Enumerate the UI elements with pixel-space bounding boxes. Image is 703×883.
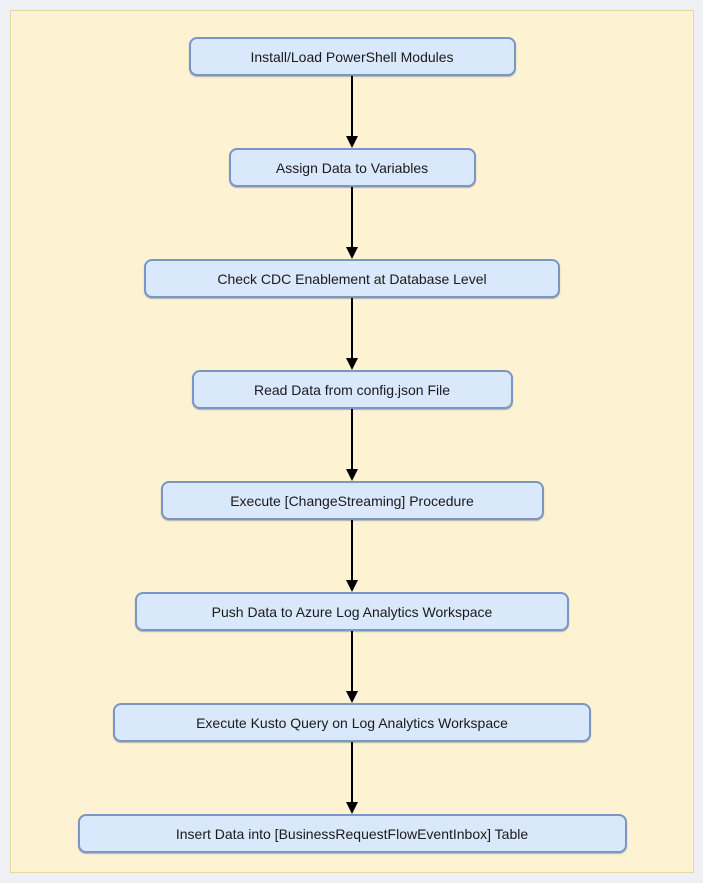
flow-node-execute-changestreaming-procedure	[161, 481, 544, 520]
arrowhead-icon	[346, 358, 358, 370]
flow-node-push-data-log-analytics	[135, 592, 569, 631]
arrow-down-icon	[345, 520, 359, 592]
flowchart-canvas	[10, 10, 694, 873]
flow-node-label: Push Data to Azure Log Analytics Workspace	[211, 603, 493, 620]
flow-node-assign-data-to-variables	[229, 148, 476, 187]
flow-node-label: Read Data from config.json File	[253, 381, 451, 398]
flow-node-read-config-json	[192, 370, 513, 409]
flow-node-label: Execute [ChangeStreaming] Procedure	[230, 492, 474, 509]
arrow-shaft	[351, 520, 353, 580]
arrow-down-icon	[345, 298, 359, 370]
flow-node-install-load-powershell-modules	[189, 37, 516, 76]
arrow-shaft	[351, 409, 353, 469]
flow-node-check-cdc-enablement	[144, 259, 560, 298]
arrow-down-icon	[345, 742, 359, 814]
arrow-down-icon	[345, 187, 359, 259]
arrow-down-icon	[345, 76, 359, 148]
flow-node-label: Execute Kusto Query on Log Analytics Workspace	[196, 714, 508, 731]
arrowhead-icon	[346, 136, 358, 148]
flow-node-insert-data-eventinbox-table	[78, 814, 627, 853]
arrow-shaft	[351, 631, 353, 691]
arrow-shaft	[351, 298, 353, 358]
arrow-shaft	[351, 76, 353, 136]
arrowhead-icon	[346, 469, 358, 481]
arrowhead-icon	[346, 802, 358, 814]
flow-node-label: Assign Data to Variables	[275, 159, 429, 176]
arrow-down-icon	[345, 409, 359, 481]
arrow-shaft	[351, 742, 353, 802]
arrow-down-icon	[345, 631, 359, 703]
arrowhead-icon	[346, 247, 358, 259]
arrow-shaft	[351, 187, 353, 247]
flow-node-label: Insert Data into [BusinessRequestFlowEventInbox] Table	[175, 825, 529, 842]
arrowhead-icon	[346, 580, 358, 592]
flow-node-label: Install/Load PowerShell Modules	[250, 48, 454, 65]
arrowhead-icon	[346, 691, 358, 703]
flow-node-execute-kusto-query	[113, 703, 591, 742]
flow-node-label: Check CDC Enablement at Database Level	[217, 270, 487, 287]
